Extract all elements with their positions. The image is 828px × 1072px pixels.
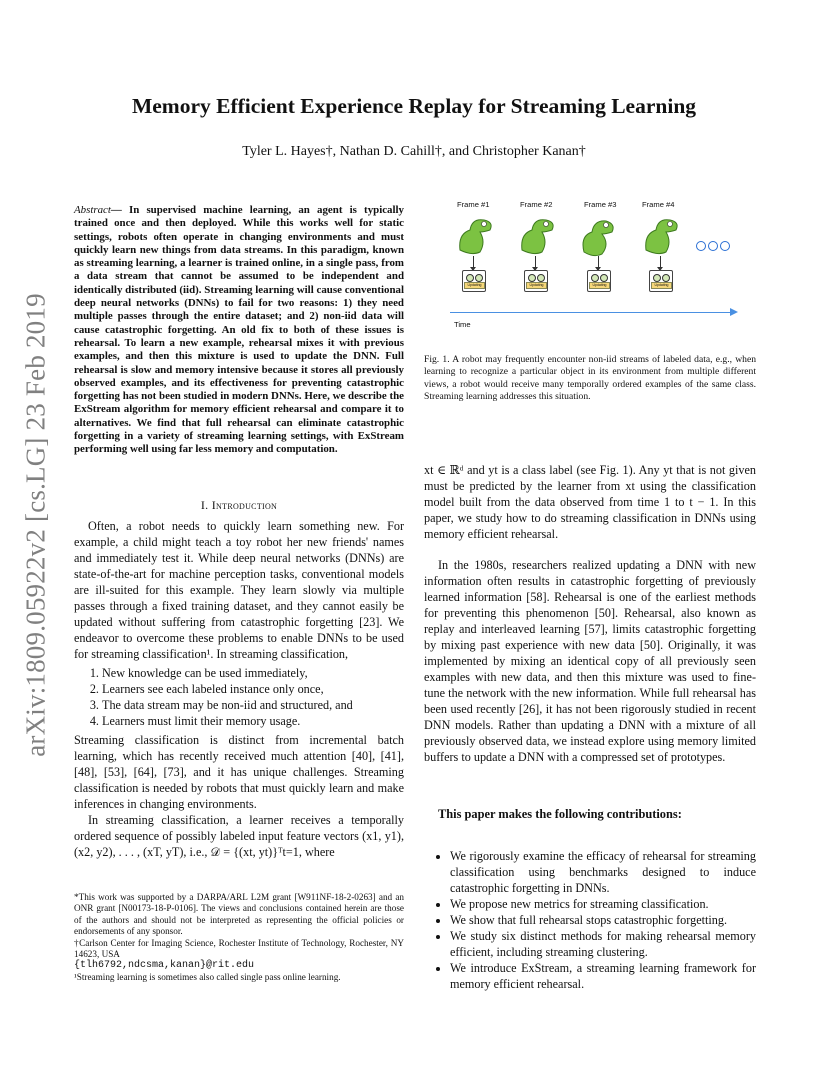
footnotes: [74, 892, 404, 983]
robot-icon: [649, 270, 673, 292]
arrow-down-icon: [660, 256, 661, 268]
list-item: • We study six distinct methods for making rehearsal memory efficient, including streaming clustering.: [450, 928, 756, 960]
frame-label: Frame #4: [642, 200, 675, 209]
updating-label: Updating: [526, 282, 547, 289]
footnote-affiliation: †Carlson Center for Imaging Science, Rochester Institute of Technology, Rochester, NY 14623, USA: [74, 937, 404, 960]
list-item: • We introduce ExStream, a streaming learning framework for memory efficient rehearsal.: [450, 960, 756, 992]
robot-icon: [462, 270, 486, 292]
arrow-down-icon: [535, 256, 536, 268]
list-item: • We propose new metrics for streaming classification.: [450, 896, 756, 912]
footnote-streaming: ¹Streaming learning is sometimes also called single pass online learning.: [74, 971, 341, 982]
paper-authors: Tyler L. Hayes†, Nathan D. Cahill†, and Christopher Kanan†: [242, 144, 586, 159]
arrow-down-icon: [598, 256, 599, 268]
intro-paragraph-3: In streaming classification, a learner receives a temporally ordered sequence of possibly labeled input feature vectors (x1, y1), (x2, y2), . . . , (xT, yT), i.e., 𝒟 = {(xt, yt)}ᵀt=1, where: [74, 813, 404, 859]
list-item: • We rigorously examine the efficacy of rehearsal for streaming classification using benchmarks designed to induce catastrophic forgetting in DNNs.: [450, 848, 756, 896]
frame-label: Frame #1: [457, 200, 490, 209]
contributions-list: [428, 848, 756, 992]
intro-paragraph-2: Streaming classification is distinct from incremental batch learning, which has recently received much attention [40], [41], [48], [53], [64], [73], and it has unique challenges. Streaming classification is needed by robots that must quickly learn and make inferences in changing environments.: [74, 733, 404, 811]
list-item: 4. Learners must limit their memory usage.: [102, 713, 404, 729]
intro-paragraph-1: Often, a robot needs to quickly learn something new. For example, a child might teach a toy robot her new friends' names and immediately test it. While deep neural networks (DNNs) are state-of-the-art for machine perception tasks, conventional models are ill-suited for this example. They learn slowly via multiple passes through a fixed training dataset, and they cannot easily be updated without suffering from catastrophic forgetting [23]. We endeavor to overcome these problems to enable DNNs to be used for streaming classification¹. In streaming classification,: [74, 519, 404, 661]
list-item: 1. New knowledge can be used immediately,: [102, 665, 404, 681]
list-item: 2. Learners see each labeled instance only once,: [102, 681, 404, 697]
frame-label: Frame #2: [520, 200, 553, 209]
time-axis-label: Time: [454, 320, 471, 329]
updating-label: Updating: [651, 282, 672, 289]
updating-label: Updating: [589, 282, 610, 289]
abstract: [74, 204, 404, 457]
robot-icon: [587, 270, 611, 292]
robot-icon: [524, 270, 548, 292]
dinosaur-frames-image: [450, 212, 700, 260]
footnote-funding: *This work was supported by a DARPA/ARL L2M grant [W911NF-18-2-0263] and an ONR grant [N00173-18-P-0106]. The views and conclusions contained herein are those of the authors and should not be interpreted as representing the official policies or endorsements of any sponsor.: [74, 892, 404, 937]
right-column: [424, 462, 756, 765]
section-heading-introduction: I. Introduction: [200, 498, 278, 512]
paper-title: Memory Efficient Experience Replay for Streaming Learning: [131, 94, 697, 118]
ellipsis-dots-icon: [696, 238, 732, 256]
contributions-heading: This paper makes the following contributions:: [438, 807, 682, 821]
intro-left-column: [74, 518, 404, 860]
timeline-arrow: [450, 312, 736, 313]
frame-label: Frame #3: [584, 200, 617, 209]
figure-1: [440, 196, 740, 336]
intro-list: [74, 665, 404, 729]
figure-caption: Fig. 1. A robot may frequently encounter non-iid streams of labeled data, e.g., when learning to recognize a particular object in its environment from multiple different views, a robot would receive many temporally ordered examples of the same class. Streaming learning addresses this situation.: [424, 354, 756, 403]
abstract-label: Abstract: [74, 204, 111, 216]
arxiv-side-stamp: [14, 290, 58, 760]
right-paragraph-2: In the 1980s, researchers realized updating a DNN with new information often results in catastrophic forgetting of previously learned information [58]. Rehearsal is one of the earliest methods for preventing this phenomenon [50]. Rehearsal, also known as replay and interleaved learning [57], limits catastrophic forgetting by mixing past experience with new data [50]. Originally, it was implemented by mixing an identical copy of all previously seen examples with new data, and then this mixture was used to fine-tune the network with the new information. While full rehearsal has been used recently [26], it has not been rigorously studied in recent DNN models. Rather than updating a DNN with a mixture of all previously observed data, we instead explore using memory limited buffers to update a DNN with a compressed set of prototypes.: [424, 558, 756, 764]
updating-label: Updating: [464, 282, 485, 289]
footnote-emails: {tlh6792,ndcsma,kanan}@rit.edu: [74, 960, 255, 972]
list-item: 3. The data stream may be non-iid and structured, and: [102, 697, 404, 713]
list-item: • We show that full rehearsal stops catastrophic forgetting.: [450, 912, 756, 928]
right-paragraph-1: xt ∈ ℝᵈ and yt is a class label (see Fig. 1). Any yt that is not given must be predicted by the learner from xt using the classification model built from the data observed from time 1 to t − 1. In this paper, we study how to do streaming classification in DNNs using memory efficient rehearsal.: [424, 463, 756, 541]
arrow-down-icon: [473, 256, 474, 268]
abstract-text: — In supervised machine learning, an agent is typically trained once and then deployed. While this works well for static settings, robots often operate in changing environments and must quickly learn new things from data streams. In this paradigm, known as streaming learning, a learner is trained online, in a single pass, from a data stream that cannot be assumed to be independent and identically distributed (iid). Streaming learning will cause conventional deep neural networks (DNNs) to fail for two reasons: 1) they need multiple passes through the entire dataset; and 2) non-iid data will cause catastrophic forgetting. An old fix to both of these issues is rehearsal. To learn a new example, rehearsal mixes it with previous examples, and then this mixture is used to update the DNN. Full rehearsal is slow and memory intensive because it stores all previously observed examples, and its effectiveness for preventing catastrophic forgetting has not been studied in modern DNNs. Here, we describe the ExStream algorithm for memory efficient rehearsal and compare it to alternatives. We find that full rehearsal can eliminate catastrophic forgetting in a variety of streaming learning settings, with ExStream performing well using far less memory and computation.: [74, 204, 404, 456]
arxiv-stamp-text: arXiv:1809.05922v2 [cs.LG] 23 Feb 2019: [20, 293, 51, 757]
